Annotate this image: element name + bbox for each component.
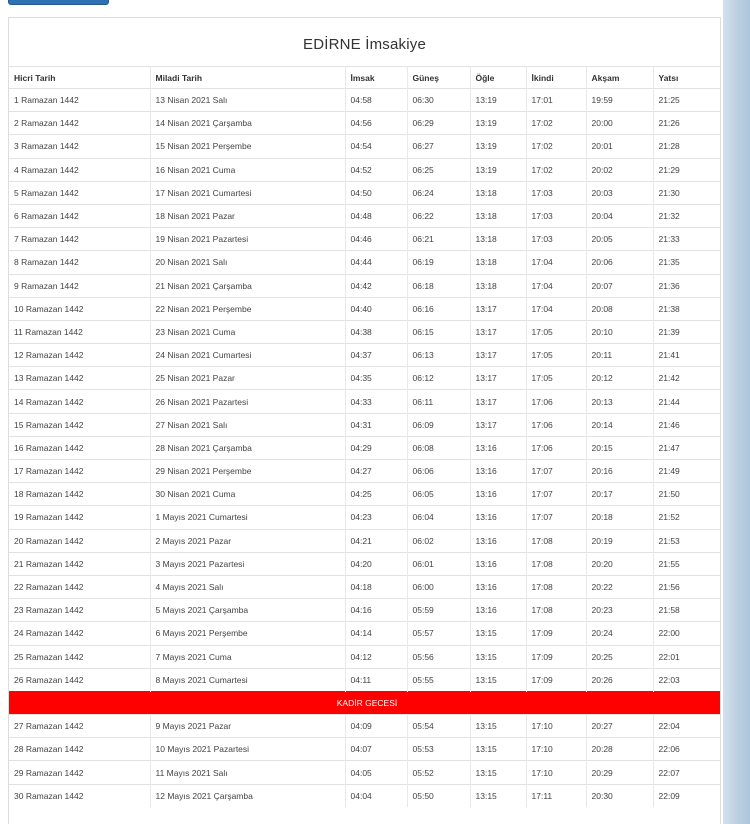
aksam-cell: 20:19 <box>586 529 653 552</box>
ogle-cell: 13:19 <box>470 112 526 135</box>
ikindi-cell: 17:07 <box>526 506 586 529</box>
ikindi-cell: 17:09 <box>526 645 586 668</box>
aksam-cell: 20:15 <box>586 436 653 459</box>
yatsi-cell: 21:49 <box>653 460 720 483</box>
imsak-cell: 04:40 <box>345 297 407 320</box>
hicri-date-cell: 27 Ramazan 1442 <box>9 715 150 738</box>
hicri-date-cell: 5 Ramazan 1442 <box>9 181 150 204</box>
yatsi-cell: 22:04 <box>653 715 720 738</box>
aksam-cell: 20:12 <box>586 367 653 390</box>
aksam-cell: 20:22 <box>586 575 653 598</box>
table-row <box>9 668 720 691</box>
hicri-date-cell: 25 Ramazan 1442 <box>9 645 150 668</box>
gunes-cell: 05:57 <box>407 622 470 645</box>
yatsi-cell: 21:53 <box>653 529 720 552</box>
aksam-cell: 20:08 <box>586 297 653 320</box>
miladi-date-cell: 17 Nisan 2021 Cumartesi <box>150 181 345 204</box>
hicri-date-cell: 30 Ramazan 1442 <box>9 784 150 807</box>
ikindi-cell: 17:05 <box>526 367 586 390</box>
aksam-cell: 20:17 <box>586 483 653 506</box>
ogle-cell: 13:19 <box>470 89 526 112</box>
ogle-cell: 13:17 <box>470 367 526 390</box>
hicri-date-cell: 6 Ramazan 1442 <box>9 204 150 227</box>
hicri-date-cell: 9 Ramazan 1442 <box>9 274 150 297</box>
miladi-date-cell: 26 Nisan 2021 Pazartesi <box>150 390 345 413</box>
gunes-cell: 05:59 <box>407 599 470 622</box>
gunes-cell: 05:55 <box>407 668 470 691</box>
miladi-date-cell: 16 Nisan 2021 Cuma <box>150 158 345 181</box>
table-row <box>9 344 720 367</box>
ikindi-cell: 17:05 <box>526 320 586 343</box>
gunes-cell: 06:05 <box>407 483 470 506</box>
imsak-cell: 04:14 <box>345 622 407 645</box>
table-row <box>9 784 720 807</box>
miladi-date-cell: 10 Mayıs 2021 Pazartesi <box>150 738 345 761</box>
yatsi-cell: 21:29 <box>653 158 720 181</box>
ogle-cell: 13:17 <box>470 297 526 320</box>
hicri-date-cell: 3 Ramazan 1442 <box>9 135 150 158</box>
miladi-date-cell: 14 Nisan 2021 Çarşamba <box>150 112 345 135</box>
gunes-cell: 06:12 <box>407 367 470 390</box>
hicri-date-cell: 14 Ramazan 1442 <box>9 390 150 413</box>
imsak-cell: 04:27 <box>345 460 407 483</box>
table-row <box>9 715 720 738</box>
imsakiye-panel <box>8 17 721 824</box>
hicri-date-cell: 12 Ramazan 1442 <box>9 344 150 367</box>
ogle-cell: 13:18 <box>470 181 526 204</box>
miladi-date-cell: 3 Mayıs 2021 Pazartesi <box>150 552 345 575</box>
hicri-date-cell: 8 Ramazan 1442 <box>9 251 150 274</box>
miladi-date-cell: 27 Nisan 2021 Salı <box>150 413 345 436</box>
ogle-cell: 13:15 <box>470 761 526 784</box>
table-row <box>9 158 720 181</box>
ikindi-cell: 17:03 <box>526 228 586 251</box>
yatsi-cell: 21:47 <box>653 436 720 459</box>
column-header-imsak: İmsak <box>345 67 407 89</box>
yatsi-cell: 22:01 <box>653 645 720 668</box>
gunes-cell: 06:09 <box>407 413 470 436</box>
imsak-cell: 04:48 <box>345 204 407 227</box>
table-row <box>9 552 720 575</box>
yatsi-cell: 21:58 <box>653 599 720 622</box>
table-row <box>9 274 720 297</box>
ikindi-cell: 17:04 <box>526 274 586 297</box>
aksam-cell: 20:24 <box>586 622 653 645</box>
gunes-cell: 06:01 <box>407 552 470 575</box>
aksam-cell: 20:10 <box>586 320 653 343</box>
ogle-cell: 13:16 <box>470 436 526 459</box>
hicri-date-cell: 2 Ramazan 1442 <box>9 112 150 135</box>
imsak-cell: 04:52 <box>345 158 407 181</box>
gunes-cell: 06:02 <box>407 529 470 552</box>
aksam-cell: 20:03 <box>586 181 653 204</box>
yatsi-cell: 21:44 <box>653 390 720 413</box>
imsak-cell: 04:29 <box>345 436 407 459</box>
imsakiye-table <box>9 66 720 807</box>
table-row <box>9 135 720 158</box>
aksam-cell: 20:26 <box>586 668 653 691</box>
imsak-cell: 04:46 <box>345 228 407 251</box>
yatsi-cell: 21:36 <box>653 274 720 297</box>
table-row <box>9 112 720 135</box>
gunes-cell: 06:18 <box>407 274 470 297</box>
yatsi-cell: 21:46 <box>653 413 720 436</box>
gunes-cell: 05:50 <box>407 784 470 807</box>
table-row <box>9 228 720 251</box>
miladi-date-cell: 29 Nisan 2021 Perşembe <box>150 460 345 483</box>
yatsi-cell: 21:38 <box>653 297 720 320</box>
ikindi-cell: 17:11 <box>526 784 586 807</box>
hicri-date-cell: 11 Ramazan 1442 <box>9 320 150 343</box>
aksam-cell: 20:27 <box>586 715 653 738</box>
ogle-cell: 13:17 <box>470 344 526 367</box>
ogle-cell: 13:15 <box>470 622 526 645</box>
table-row <box>9 622 720 645</box>
miladi-date-cell: 12 Mayıs 2021 Çarşamba <box>150 784 345 807</box>
miladi-date-cell: 25 Nisan 2021 Pazar <box>150 367 345 390</box>
miladi-date-cell: 18 Nisan 2021 Pazar <box>150 204 345 227</box>
imsak-cell: 04:25 <box>345 483 407 506</box>
aksam-cell: 20:25 <box>586 645 653 668</box>
imsak-cell: 04:16 <box>345 599 407 622</box>
gunes-cell: 06:30 <box>407 89 470 112</box>
ogle-cell: 13:16 <box>470 529 526 552</box>
yatsi-cell: 21:42 <box>653 367 720 390</box>
hicri-date-cell: 10 Ramazan 1442 <box>9 297 150 320</box>
miladi-date-cell: 4 Mayıs 2021 Salı <box>150 575 345 598</box>
imsak-cell: 04:21 <box>345 529 407 552</box>
table-row <box>9 297 720 320</box>
yatsi-cell: 21:55 <box>653 552 720 575</box>
ikindi-cell: 17:07 <box>526 460 586 483</box>
gunes-cell: 06:06 <box>407 460 470 483</box>
ikindi-cell: 17:10 <box>526 738 586 761</box>
ikindi-cell: 17:05 <box>526 344 586 367</box>
miladi-date-cell: 11 Mayıs 2021 Salı <box>150 761 345 784</box>
imsak-cell: 04:05 <box>345 761 407 784</box>
gunes-cell: 06:27 <box>407 135 470 158</box>
ogle-cell: 13:15 <box>470 784 526 807</box>
aksam-cell: 20:16 <box>586 460 653 483</box>
miladi-date-cell: 15 Nisan 2021 Perşembe <box>150 135 345 158</box>
aksam-cell: 20:07 <box>586 274 653 297</box>
aksam-cell: 20:30 <box>586 784 653 807</box>
ikindi-cell: 17:04 <box>526 251 586 274</box>
ogle-cell: 13:16 <box>470 483 526 506</box>
column-header-yatsi: Yatsı <box>653 67 720 89</box>
table-row <box>9 761 720 784</box>
gunes-cell: 06:16 <box>407 297 470 320</box>
aksam-cell: 20:28 <box>586 738 653 761</box>
yatsi-cell: 21:28 <box>653 135 720 158</box>
miladi-date-cell: 22 Nisan 2021 Perşembe <box>150 297 345 320</box>
imsak-cell: 04:12 <box>345 645 407 668</box>
miladi-date-cell: 2 Mayıs 2021 Pazar <box>150 529 345 552</box>
imsak-cell: 04:31 <box>345 413 407 436</box>
ogle-cell: 13:18 <box>470 228 526 251</box>
ogle-cell: 13:15 <box>470 645 526 668</box>
ogle-cell: 13:18 <box>470 251 526 274</box>
yatsi-cell: 21:52 <box>653 506 720 529</box>
miladi-date-cell: 28 Nisan 2021 Çarşamba <box>150 436 345 459</box>
table-row <box>9 413 720 436</box>
hicri-date-cell: 15 Ramazan 1442 <box>9 413 150 436</box>
gunes-cell: 05:52 <box>407 761 470 784</box>
ogle-cell: 13:18 <box>470 204 526 227</box>
ogle-cell: 13:17 <box>470 320 526 343</box>
miladi-date-cell: 19 Nisan 2021 Pazartesi <box>150 228 345 251</box>
ikindi-cell: 17:10 <box>526 761 586 784</box>
ogle-cell: 13:16 <box>470 460 526 483</box>
miladi-date-cell: 30 Nisan 2021 Cuma <box>150 483 345 506</box>
ogle-cell: 13:16 <box>470 552 526 575</box>
ikindi-cell: 17:07 <box>526 483 586 506</box>
aksam-cell: 20:20 <box>586 552 653 575</box>
yatsi-cell: 21:25 <box>653 89 720 112</box>
column-header-gunes: Güneş <box>407 67 470 89</box>
aksam-cell: 20:01 <box>586 135 653 158</box>
hicri-date-cell: 22 Ramazan 1442 <box>9 575 150 598</box>
imsak-cell: 04:37 <box>345 344 407 367</box>
hicri-date-cell: 23 Ramazan 1442 <box>9 599 150 622</box>
ikindi-cell: 17:02 <box>526 112 586 135</box>
yatsi-cell: 22:00 <box>653 622 720 645</box>
ogle-cell: 13:16 <box>470 506 526 529</box>
hicri-date-cell: 4 Ramazan 1442 <box>9 158 150 181</box>
aksam-cell: 19:59 <box>586 89 653 112</box>
miladi-date-cell: 13 Nisan 2021 Salı <box>150 89 345 112</box>
column-header-hicri: Hicri Tarih <box>9 67 150 89</box>
ikindi-cell: 17:03 <box>526 204 586 227</box>
ikindi-cell: 17:09 <box>526 668 586 691</box>
aksam-cell: 20:04 <box>586 204 653 227</box>
table-row <box>9 460 720 483</box>
aksam-cell: 20:23 <box>586 599 653 622</box>
imsak-cell: 04:42 <box>345 274 407 297</box>
gunes-cell: 05:53 <box>407 738 470 761</box>
miladi-date-cell: 20 Nisan 2021 Salı <box>150 251 345 274</box>
gunes-cell: 06:22 <box>407 204 470 227</box>
gunes-cell: 06:13 <box>407 344 470 367</box>
aksam-cell: 20:18 <box>586 506 653 529</box>
ikindi-cell: 17:08 <box>526 575 586 598</box>
yatsi-cell: 21:39 <box>653 320 720 343</box>
yatsi-cell: 21:30 <box>653 181 720 204</box>
kadir-gecesi-label: KADİR GECESİ <box>9 691 720 714</box>
miladi-date-cell: 6 Mayıs 2021 Perşembe <box>150 622 345 645</box>
ikindi-cell: 17:10 <box>526 715 586 738</box>
ogle-cell: 13:19 <box>470 135 526 158</box>
imsak-cell: 04:38 <box>345 320 407 343</box>
table-row <box>9 506 720 529</box>
miladi-date-cell: 9 Mayıs 2021 Pazar <box>150 715 345 738</box>
yatsi-cell: 21:50 <box>653 483 720 506</box>
yatsi-cell: 22:06 <box>653 738 720 761</box>
miladi-date-cell: 23 Nisan 2021 Cuma <box>150 320 345 343</box>
hicri-date-cell: 16 Ramazan 1442 <box>9 436 150 459</box>
table-row <box>9 89 720 112</box>
ogle-cell: 13:19 <box>470 158 526 181</box>
gunes-cell: 05:56 <box>407 645 470 668</box>
imsak-cell: 04:23 <box>345 506 407 529</box>
ikindi-cell: 17:02 <box>526 158 586 181</box>
hicri-date-cell: 18 Ramazan 1442 <box>9 483 150 506</box>
hicri-date-cell: 24 Ramazan 1442 <box>9 622 150 645</box>
gunes-cell: 05:54 <box>407 715 470 738</box>
aksam-cell: 20:02 <box>586 158 653 181</box>
table-row <box>9 599 720 622</box>
aksam-cell: 20:13 <box>586 390 653 413</box>
ikindi-cell: 17:08 <box>526 529 586 552</box>
gunes-cell: 06:08 <box>407 436 470 459</box>
yatsi-cell: 21:41 <box>653 344 720 367</box>
aksam-cell: 20:14 <box>586 413 653 436</box>
table-row <box>9 483 720 506</box>
table-row <box>9 320 720 343</box>
column-header-ikindi: İkindi <box>526 67 586 89</box>
gunes-cell: 06:25 <box>407 158 470 181</box>
ikindi-cell: 17:09 <box>526 622 586 645</box>
imsak-cell: 04:35 <box>345 367 407 390</box>
ikindi-cell: 17:06 <box>526 390 586 413</box>
yatsi-cell: 21:35 <box>653 251 720 274</box>
ogle-cell: 13:15 <box>470 715 526 738</box>
hicri-date-cell: 17 Ramazan 1442 <box>9 460 150 483</box>
miladi-date-cell: 24 Nisan 2021 Cumartesi <box>150 344 345 367</box>
hicri-date-cell: 28 Ramazan 1442 <box>9 738 150 761</box>
miladi-date-cell: 8 Mayıs 2021 Cumartesi <box>150 668 345 691</box>
ikindi-cell: 17:01 <box>526 89 586 112</box>
aksam-cell: 20:00 <box>586 112 653 135</box>
imsak-cell: 04:04 <box>345 784 407 807</box>
yatsi-cell: 22:03 <box>653 668 720 691</box>
ogle-cell: 13:18 <box>470 274 526 297</box>
imsak-cell: 04:20 <box>345 552 407 575</box>
imsak-cell: 04:33 <box>345 390 407 413</box>
table-row <box>9 436 720 459</box>
aksam-cell: 20:05 <box>586 228 653 251</box>
table-row <box>9 390 720 413</box>
imsak-cell: 04:09 <box>345 715 407 738</box>
gunes-cell: 06:21 <box>407 228 470 251</box>
imsak-cell: 04:44 <box>345 251 407 274</box>
gunes-cell: 06:00 <box>407 575 470 598</box>
aksam-cell: 20:11 <box>586 344 653 367</box>
gunes-cell: 06:11 <box>407 390 470 413</box>
table-row <box>9 738 720 761</box>
imsak-cell: 04:58 <box>345 89 407 112</box>
hicri-date-cell: 21 Ramazan 1442 <box>9 552 150 575</box>
yatsi-cell: 21:32 <box>653 204 720 227</box>
ikindi-cell: 17:08 <box>526 552 586 575</box>
hicri-date-cell: 1 Ramazan 1442 <box>9 89 150 112</box>
table-row <box>9 367 720 390</box>
ikindi-cell: 17:02 <box>526 135 586 158</box>
miladi-date-cell: 5 Mayıs 2021 Çarşamba <box>150 599 345 622</box>
page-title: EDİRNE İmsakiye <box>302 36 427 53</box>
imsak-cell: 04:11 <box>345 668 407 691</box>
page-scroll-gutter <box>723 0 750 824</box>
gunes-cell: 06:15 <box>407 320 470 343</box>
imsak-cell: 04:18 <box>345 575 407 598</box>
hicri-date-cell: 13 Ramazan 1442 <box>9 367 150 390</box>
ogle-cell: 13:15 <box>470 668 526 691</box>
imsak-cell: 04:56 <box>345 112 407 135</box>
gunes-cell: 06:29 <box>407 112 470 135</box>
ikindi-cell: 17:03 <box>526 181 586 204</box>
table-row <box>9 181 720 204</box>
table-row <box>9 204 720 227</box>
ikindi-cell: 17:08 <box>526 599 586 622</box>
yatsi-cell: 21:56 <box>653 575 720 598</box>
yatsi-cell: 22:07 <box>653 761 720 784</box>
ogle-cell: 13:16 <box>470 599 526 622</box>
gunes-cell: 06:04 <box>407 506 470 529</box>
hicri-date-cell: 7 Ramazan 1442 <box>9 228 150 251</box>
yatsi-cell: 21:26 <box>653 112 720 135</box>
hicri-date-cell: 20 Ramazan 1442 <box>9 529 150 552</box>
aksam-cell: 20:29 <box>586 761 653 784</box>
yatsi-cell: 22:09 <box>653 784 720 807</box>
column-header-aksam: Akşam <box>586 67 653 89</box>
kadir-gecesi-row <box>9 691 720 714</box>
gunes-cell: 06:19 <box>407 251 470 274</box>
table-header-row <box>9 67 720 89</box>
miladi-date-cell: 1 Mayıs 2021 Cumartesi <box>150 506 345 529</box>
imsak-cell: 04:54 <box>345 135 407 158</box>
hicri-date-cell: 26 Ramazan 1442 <box>9 668 150 691</box>
hicri-date-cell: 29 Ramazan 1442 <box>9 761 150 784</box>
miladi-date-cell: 7 Mayıs 2021 Cuma <box>150 645 345 668</box>
yatsi-cell: 21:33 <box>653 228 720 251</box>
table-row <box>9 251 720 274</box>
table-row <box>9 575 720 598</box>
ikindi-cell: 17:06 <box>526 436 586 459</box>
miladi-date-cell: 21 Nisan 2021 Çarşamba <box>150 274 345 297</box>
table-row <box>9 645 720 668</box>
imsak-cell: 04:07 <box>345 738 407 761</box>
column-header-ogle: Öğle <box>470 67 526 89</box>
aksam-cell: 20:06 <box>586 251 653 274</box>
hicri-date-cell: 19 Ramazan 1442 <box>9 506 150 529</box>
top-nav-button[interactable] <box>8 0 109 5</box>
ogle-cell: 13:15 <box>470 738 526 761</box>
table-row <box>9 529 720 552</box>
gunes-cell: 06:24 <box>407 181 470 204</box>
table-body <box>9 89 720 808</box>
imsak-cell: 04:50 <box>345 181 407 204</box>
ogle-cell: 13:17 <box>470 413 526 436</box>
column-header-miladi: Miladi Tarih <box>150 67 345 89</box>
ogle-cell: 13:17 <box>470 390 526 413</box>
ikindi-cell: 17:06 <box>526 413 586 436</box>
ikindi-cell: 17:04 <box>526 297 586 320</box>
ogle-cell: 13:16 <box>470 575 526 598</box>
